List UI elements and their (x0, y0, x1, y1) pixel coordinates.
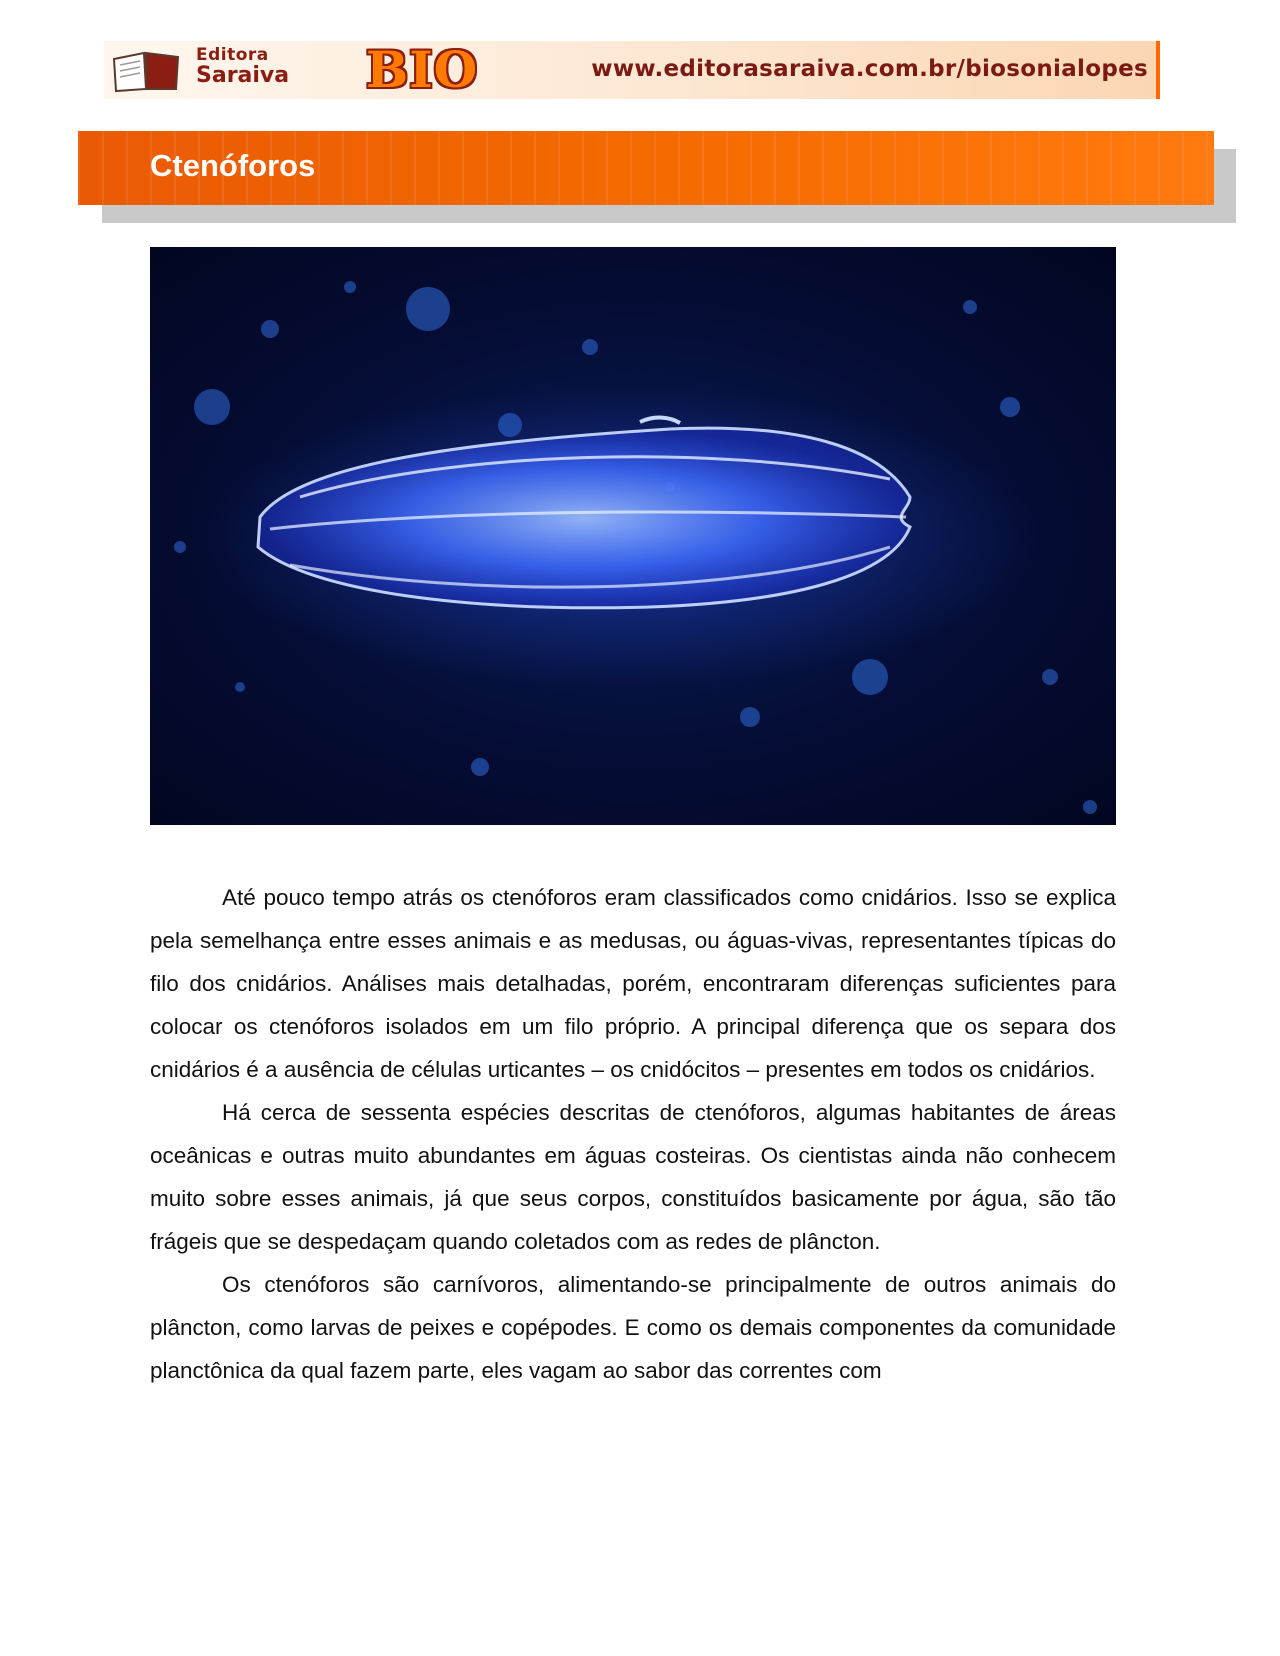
ctenophore-illustration (150, 247, 1116, 825)
website-url[interactable]: www.editorasaraiva.com.br/biosonialopes (591, 56, 1148, 82)
publisher-name-line1: Editora (196, 45, 269, 65)
open-book-icon (110, 49, 182, 93)
brand-logo: BIO (366, 40, 479, 99)
paragraph-1: Até pouco tempo atrás os ctenóforos eram classificados como cnidários. Isso se explica pela semelhança entre esses animais e as medusas, ou águas-vivas, representantes típicas do filo dos cnidários. Análises mais detalhadas, porém, encontraram diferenças suficientes para colocar os ctenóforos isolados em um filo próprio. A principal diferença que os separa dos cnidários é a ausência de células urticantes – os cnidócitos – presentes em todos os cnidários. (150, 885, 1116, 1082)
ctenophore-photo (150, 247, 1116, 825)
publisher-banner (104, 41, 1160, 99)
publisher-name-line2: Saraiva (196, 63, 290, 88)
paragraph-3: Os ctenóforos são carnívoros, alimentando-se principalmente de outros animais do plâncton, como larvas de peixes e copépodes. E como os demais componentes da comunidade planctônica da qual fazem parte, eles vagam ao sabor das correntes com (150, 1272, 1116, 1383)
section-title: Ctenóforos (150, 148, 316, 183)
paragraph-2: Há cerca de sessenta espécies descritas de ctenóforos, algumas habitantes de áreas oceânicas e outras muito abundantes em águas costeiras. Os cientistas ainda não conhecem muito sobre esses animais, já que seus corpos, constituídos basicamente por água, são tão frágeis que se despedaçam quando coletados com as redes de plâncton. (150, 1100, 1116, 1254)
section-title-bar (78, 131, 1214, 205)
article-body (150, 876, 1116, 1392)
publisher-logo (196, 47, 289, 87)
